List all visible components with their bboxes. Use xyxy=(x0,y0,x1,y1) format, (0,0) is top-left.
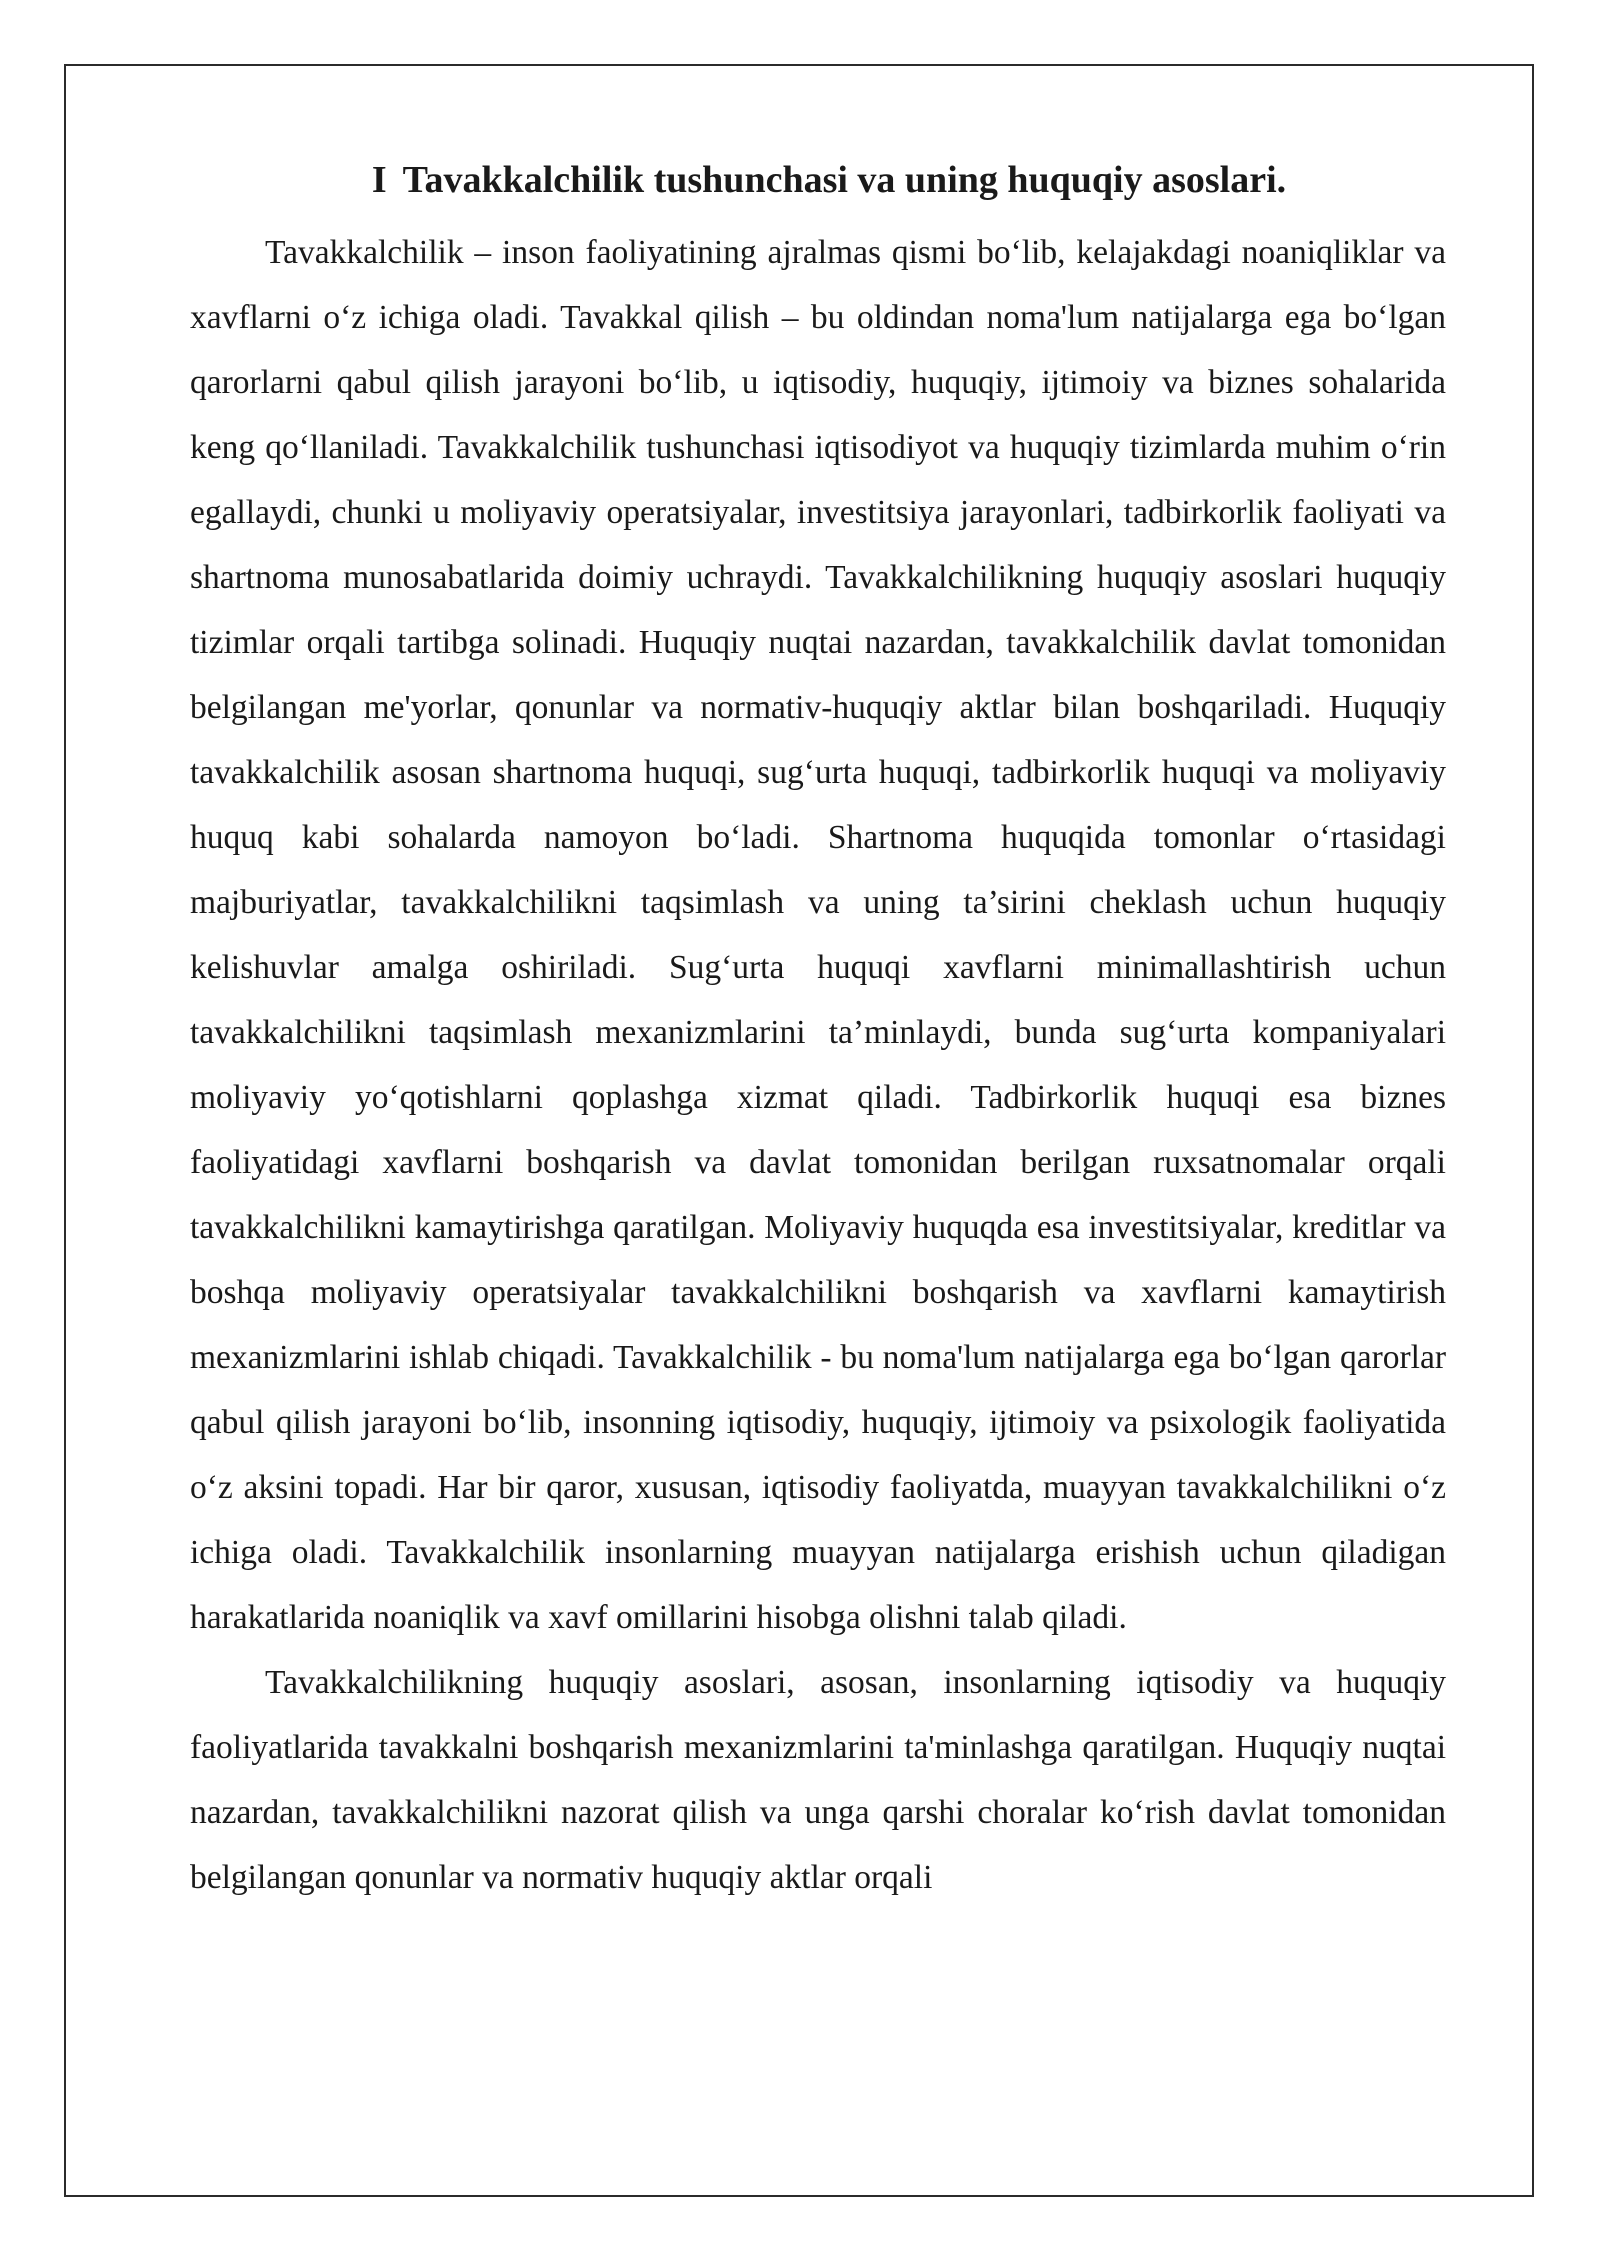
section-number: I xyxy=(371,159,387,201)
section-title: Tavakkalchilik tushunchasi va uning huquqiy asoslari. xyxy=(402,159,1287,201)
section-heading xyxy=(212,140,1446,220)
paragraph-2: Tavakkalchilikning huquqiy asoslari, asosan, insonlarning iqtisodiy va huquqiy faoliyatlarida tavakkalni boshqarish mexanizmlarini ta'minlashga qaratilgan. Huquqiy nuqtai nazardan, tavakkalchilikni nazorat qilish va unga qarshi choralar ko‘rish davlat tomonidan belgilangan qonunlar va normativ huquqiy aktlar orqali xyxy=(190,1664,1446,1896)
document-body xyxy=(190,140,1446,1910)
paragraph-1: Tavakkalchilik – inson faoliyatining ajralmas qismi bo‘lib, kelajakdagi noaniqliklar va xavflarni o‘z ichiga oladi. Tavakkal qilish – bu oldindan noma'lum natijalarga ega bo‘lgan qarorlarni qabul qilish jarayoni bo‘lib, u iqtisodiy, huquqiy, ijtimoiy va biznes sohalarida keng qo‘llaniladi. Tavakkalchilik tushunchasi iqtisodiyot va huquqiy tizimlarda muhim o‘rin egallaydi, chunki u moliyaviy operatsiyalar, investitsiya jarayonlari, tadbirkorlik faoliyati va shartnoma munosabatlarida doimiy uchraydi. Tavakkalchilikning huquqiy asoslari huquqiy tizimlar orqali tartibga solinadi. Huquqiy nuqtai nazardan, tavakkalchilik davlat tomonidan belgilangan me'yorlar, qonunlar va normativ-huquqiy aktlar bilan boshqariladi. Huquqiy tavakkalchilik asosan shartnoma huquqi, sug‘urta huquqi, tadbirkorlik huquqi va moliyaviy huquq kabi sohalarda namoyon bo‘ladi. Shartnoma huquqida tomonlar o‘rtasidagi majburiyatlar, tavakkalchilikni taqsimlash va uning ta’sirini cheklash uchun huquqiy kelishuvlar amalga oshiriladi. Sug‘urta huquqi xavflarni minimallashtirish uchun tavakkalchilikni taqsimlash mexanizmlarini ta’minlaydi, bunda sug‘urta kompaniyalari moliyaviy yo‘qotishlarni qoplashga xizmat qiladi. Tadbirkorlik huquqi esa biznes faoliyatidagi xavflarni boshqarish va davlat tomonidan berilgan ruxsatnomalar orqali tavakkalchilikni kamaytirishga qaratilgan. Moliyaviy huquqda esa investitsiyalar, kreditlar va boshqa moliyaviy operatsiyalar tavakkalchilikni boshqarish va xavflarni kamaytirish mexanizmlarini ishlab chiqadi. Tavakkalchilik - bu noma'lum natijalarga ega bo‘lgan qarorlar qabul qilish jarayoni bo‘lib, insonning iqtisodiy, huquqiy, ijtimoiy va psixologik faoliyatida o‘z aksini topadi. Har bir qaror, xususan, iqtisodiy faoliyatda, muayyan tavakkalchilikni o‘z ichiga oladi. Tavakkalchilik insonlarning muayyan natijalarga erishish uchun qiladigan harakatlarida noaniqlik va xavf omillarini hisobga olishni talab qiladi. xyxy=(190,234,1446,1636)
